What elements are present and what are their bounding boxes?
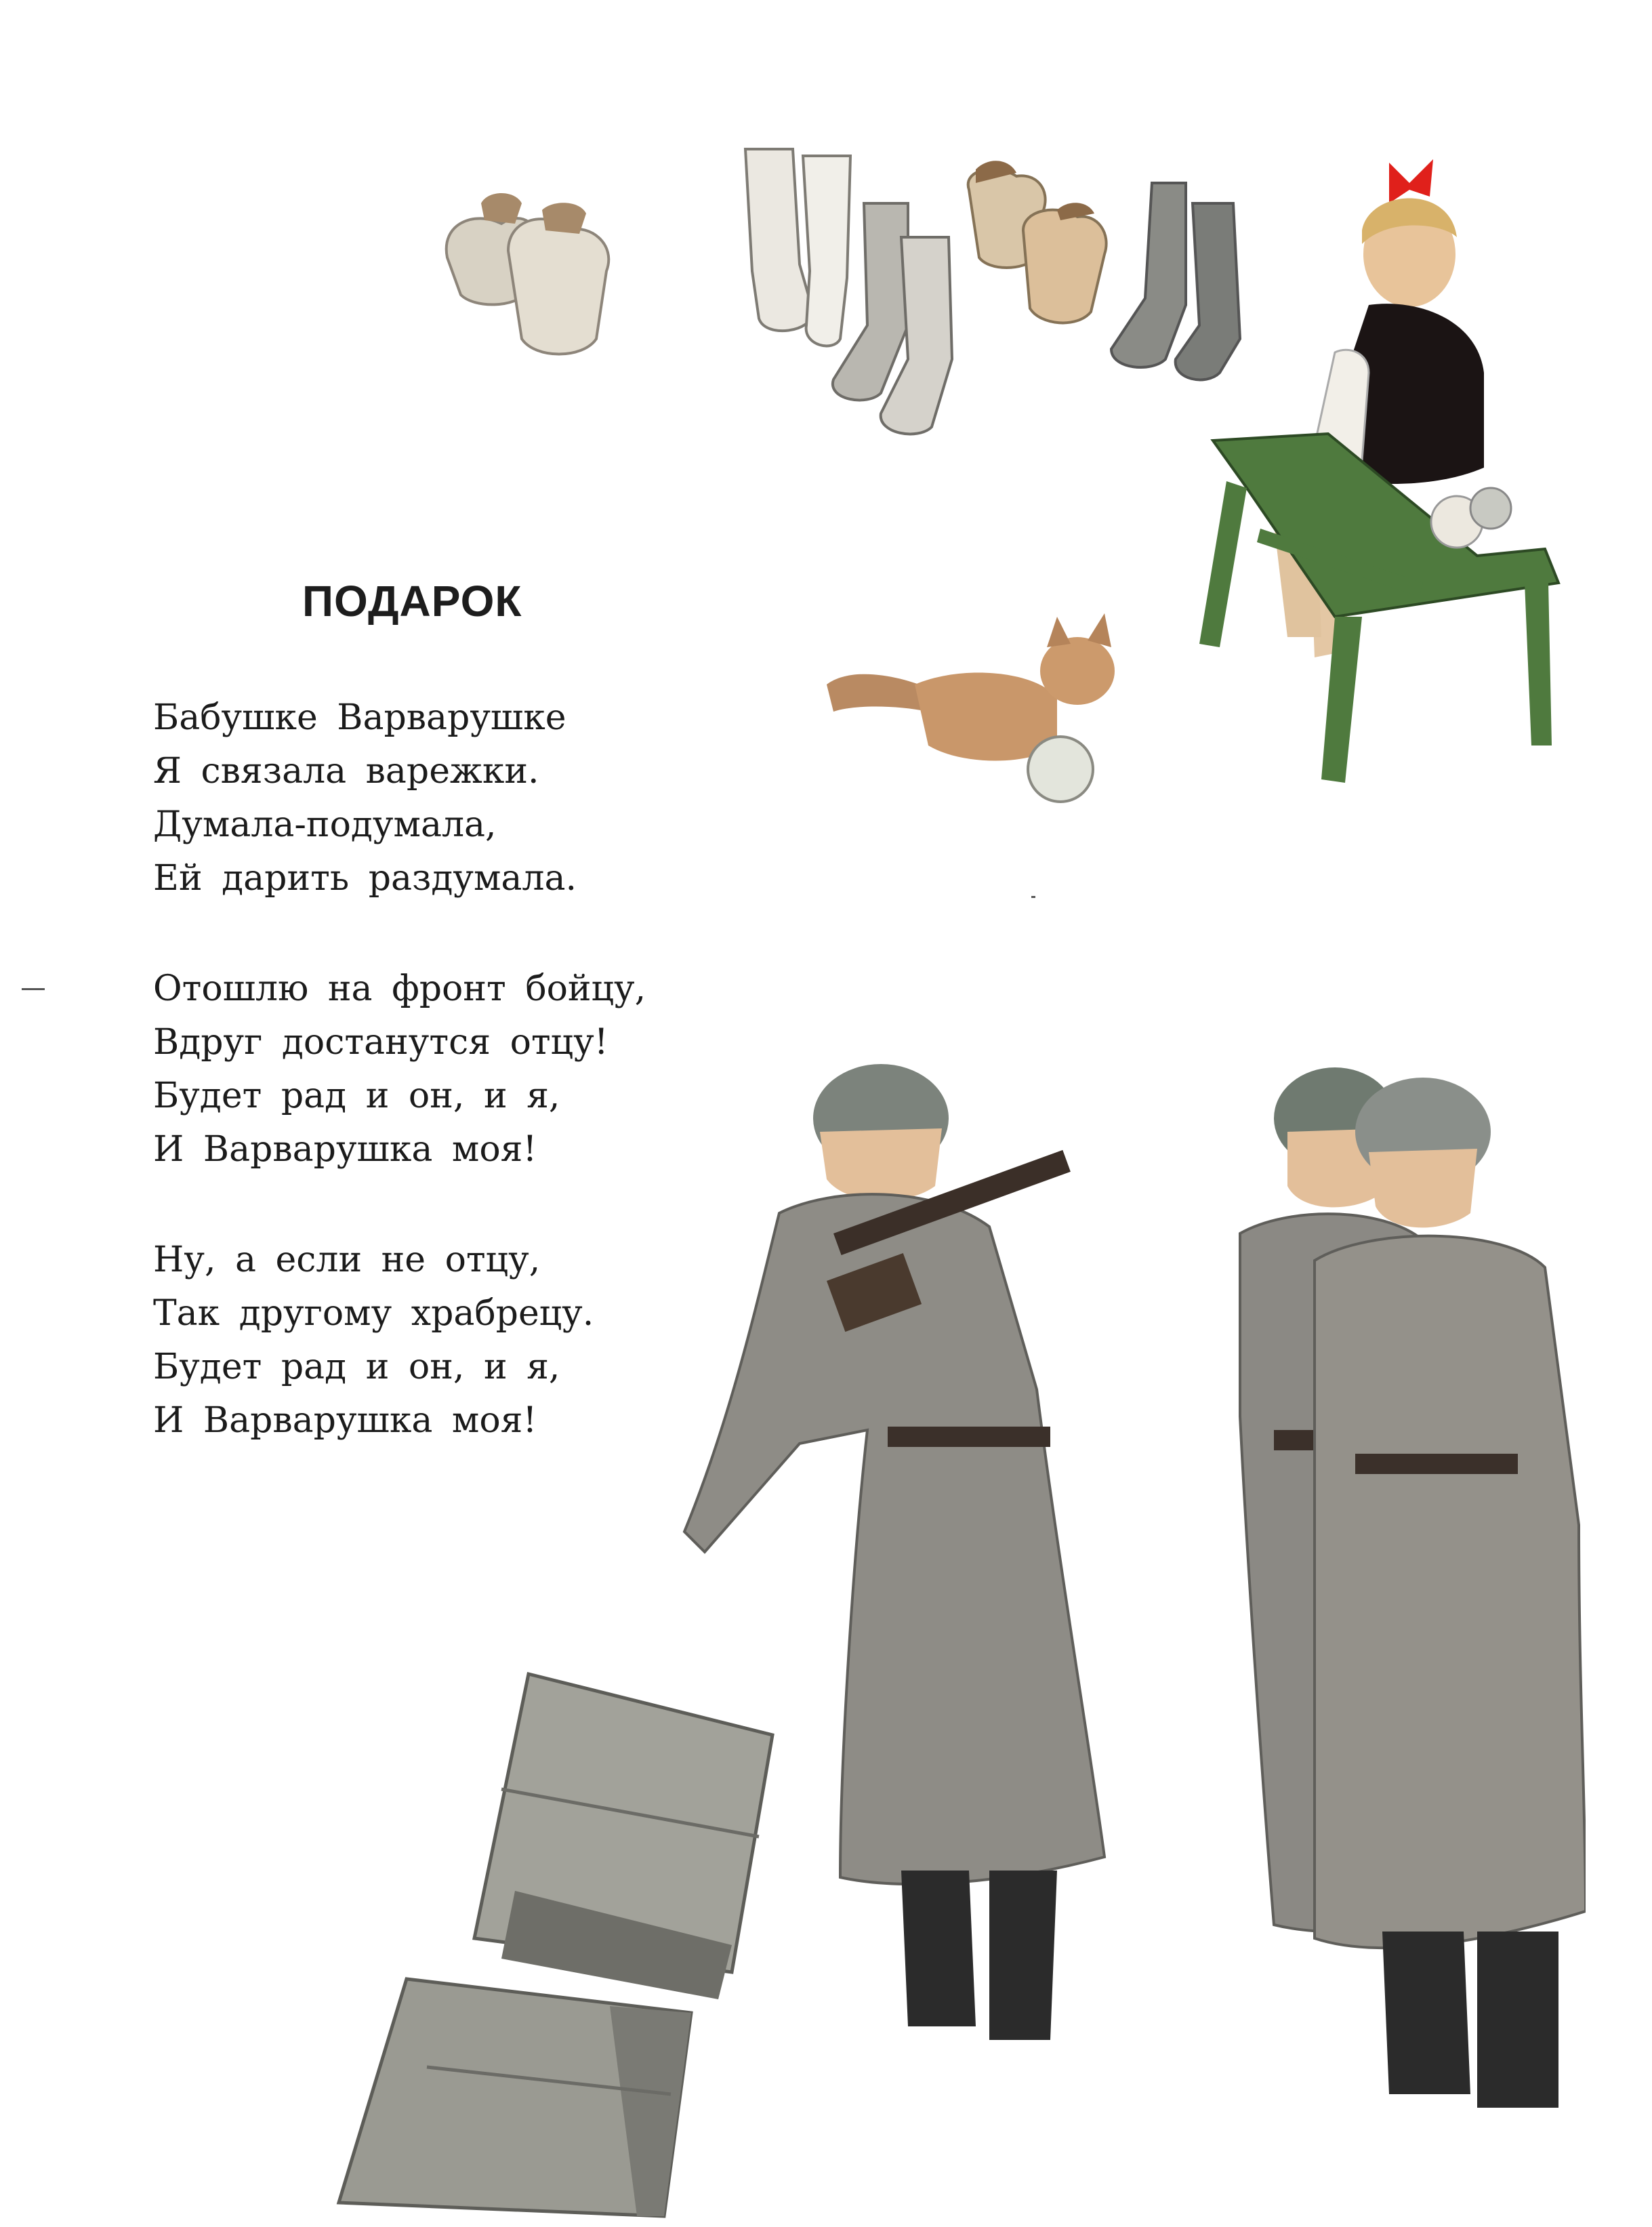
poem-line: И Варварушка моя! <box>153 1129 537 1170</box>
mittens-and-socks-illustration <box>434 136 1267 447</box>
poem-line: Будет рад и он, и я, <box>153 1347 560 1387</box>
poem-title: ПОДАРОК <box>302 577 522 626</box>
cat-with-yarn-illustration <box>813 610 1138 813</box>
stanza-2 <box>153 962 763 1177</box>
poem-body <box>153 691 763 1505</box>
white-socks <box>745 149 850 346</box>
wooden-crates <box>339 1674 772 2216</box>
poem-line: Отошлю на фронт бойцу, <box>153 968 646 1009</box>
poem-line: Так другому храбрецу. <box>153 1293 594 1334</box>
yarn-ball <box>1028 737 1093 802</box>
poem-line: Ну, а если не отцу, <box>153 1240 541 1280</box>
stray-mark <box>1031 896 1035 898</box>
poem-line: Вдруг достанутся отцу! <box>153 1022 608 1063</box>
stray-mark <box>22 988 45 990</box>
poem-line: Я связала варежки. <box>153 751 539 792</box>
gray-socks-middle <box>833 203 952 434</box>
cat-head <box>1040 637 1115 705</box>
poem-line: Бабушке Варварушке <box>153 697 566 738</box>
red-bow <box>1389 159 1433 203</box>
poem-line: Ей дарить раздумала. <box>153 858 577 899</box>
poem-line: Думала-подумала, <box>153 804 497 845</box>
stanza-3 <box>153 1233 763 1448</box>
poem-line: Будет рад и он, и я, <box>153 1076 560 1116</box>
stanza-1 <box>153 691 763 905</box>
tan-mittens <box>968 161 1107 323</box>
mittens-pair-left <box>447 193 609 354</box>
poem-line: И Варварушка моя! <box>153 1400 537 1441</box>
girl-knitting-illustration <box>1165 149 1572 793</box>
yarn-ball-gray <box>1470 488 1511 529</box>
